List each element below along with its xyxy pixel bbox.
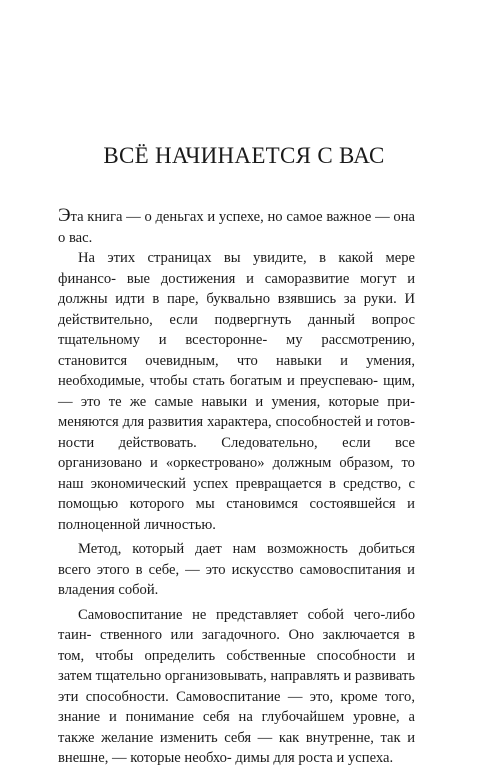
text-line: щим, — это те же самые навыки и умения, которые при- <box>58 373 416 410</box>
paragraph-3 <box>58 539 415 601</box>
text-line: себя на глубочайшем уровне, а также желание изменить <box>58 709 415 746</box>
text-line: подвергнуть данный вопрос тщательному и всесторонне- <box>58 311 415 348</box>
text-line: этого в себе, — это искусство самовоспитания и владения <box>58 561 415 598</box>
text-line: становимся состоявшейся и полноценной личностью. <box>58 496 415 533</box>
chapter-body <box>58 206 415 769</box>
chapter-title: ВСЁ НАЧИНАЕТСЯ С ВАС <box>103 143 385 168</box>
text-line: ности действовать. Следовательно, если все организовано и <box>58 434 415 471</box>
text-line: себя — как внутренне, так и внешне, — которые необхо- <box>58 729 416 766</box>
text-line: На этих страницах вы увидите, в какой мере финансо- <box>58 250 415 287</box>
text-line: успех превращается в средство, с помощью которого мы <box>58 475 415 512</box>
paragraph-2 <box>58 248 415 535</box>
text-line: «оркестровано» должным образом, то наш экономический <box>58 455 415 492</box>
text-line: паре, буквально взявшись за руки. И действительно, если <box>58 291 415 328</box>
text-line: Самовоспитание не представляет собой чего-либо таин- <box>58 606 415 643</box>
text-line: ственного или загадочного. Оно заключается в том, чтобы <box>58 627 415 664</box>
text-line: определить собственные способности и затем тщательно <box>58 647 416 684</box>
text-line: вые достижения и саморазвитие могут и должны идти в <box>58 270 416 307</box>
text-line: та книга — о деньгах и успехе, но самое важное — <box>70 209 390 225</box>
text-line: собой. <box>118 582 159 598</box>
text-line: димы для роста и успеха. <box>235 750 394 766</box>
text-line: му рассмотрению, становится очевидным, что навыки и <box>58 332 415 369</box>
paragraph-4 <box>58 605 415 769</box>
text-line: Самовоспитание — это, кроме того, знание и понимание <box>58 688 415 725</box>
text-line: Метод, который дает нам возможность добиться всего <box>58 541 415 578</box>
text-line: умения, необходимые, чтобы стать богатым и преуспеваю- <box>58 352 415 389</box>
text-line: организовывать, направлять и развивать эти способности. <box>58 668 416 705</box>
text-line: меняются для развития характера, способностей и готов- <box>58 414 415 430</box>
drop-cap: Э <box>58 205 71 226</box>
text-line: она о вас. <box>58 209 415 246</box>
paragraph-1 <box>58 206 415 248</box>
